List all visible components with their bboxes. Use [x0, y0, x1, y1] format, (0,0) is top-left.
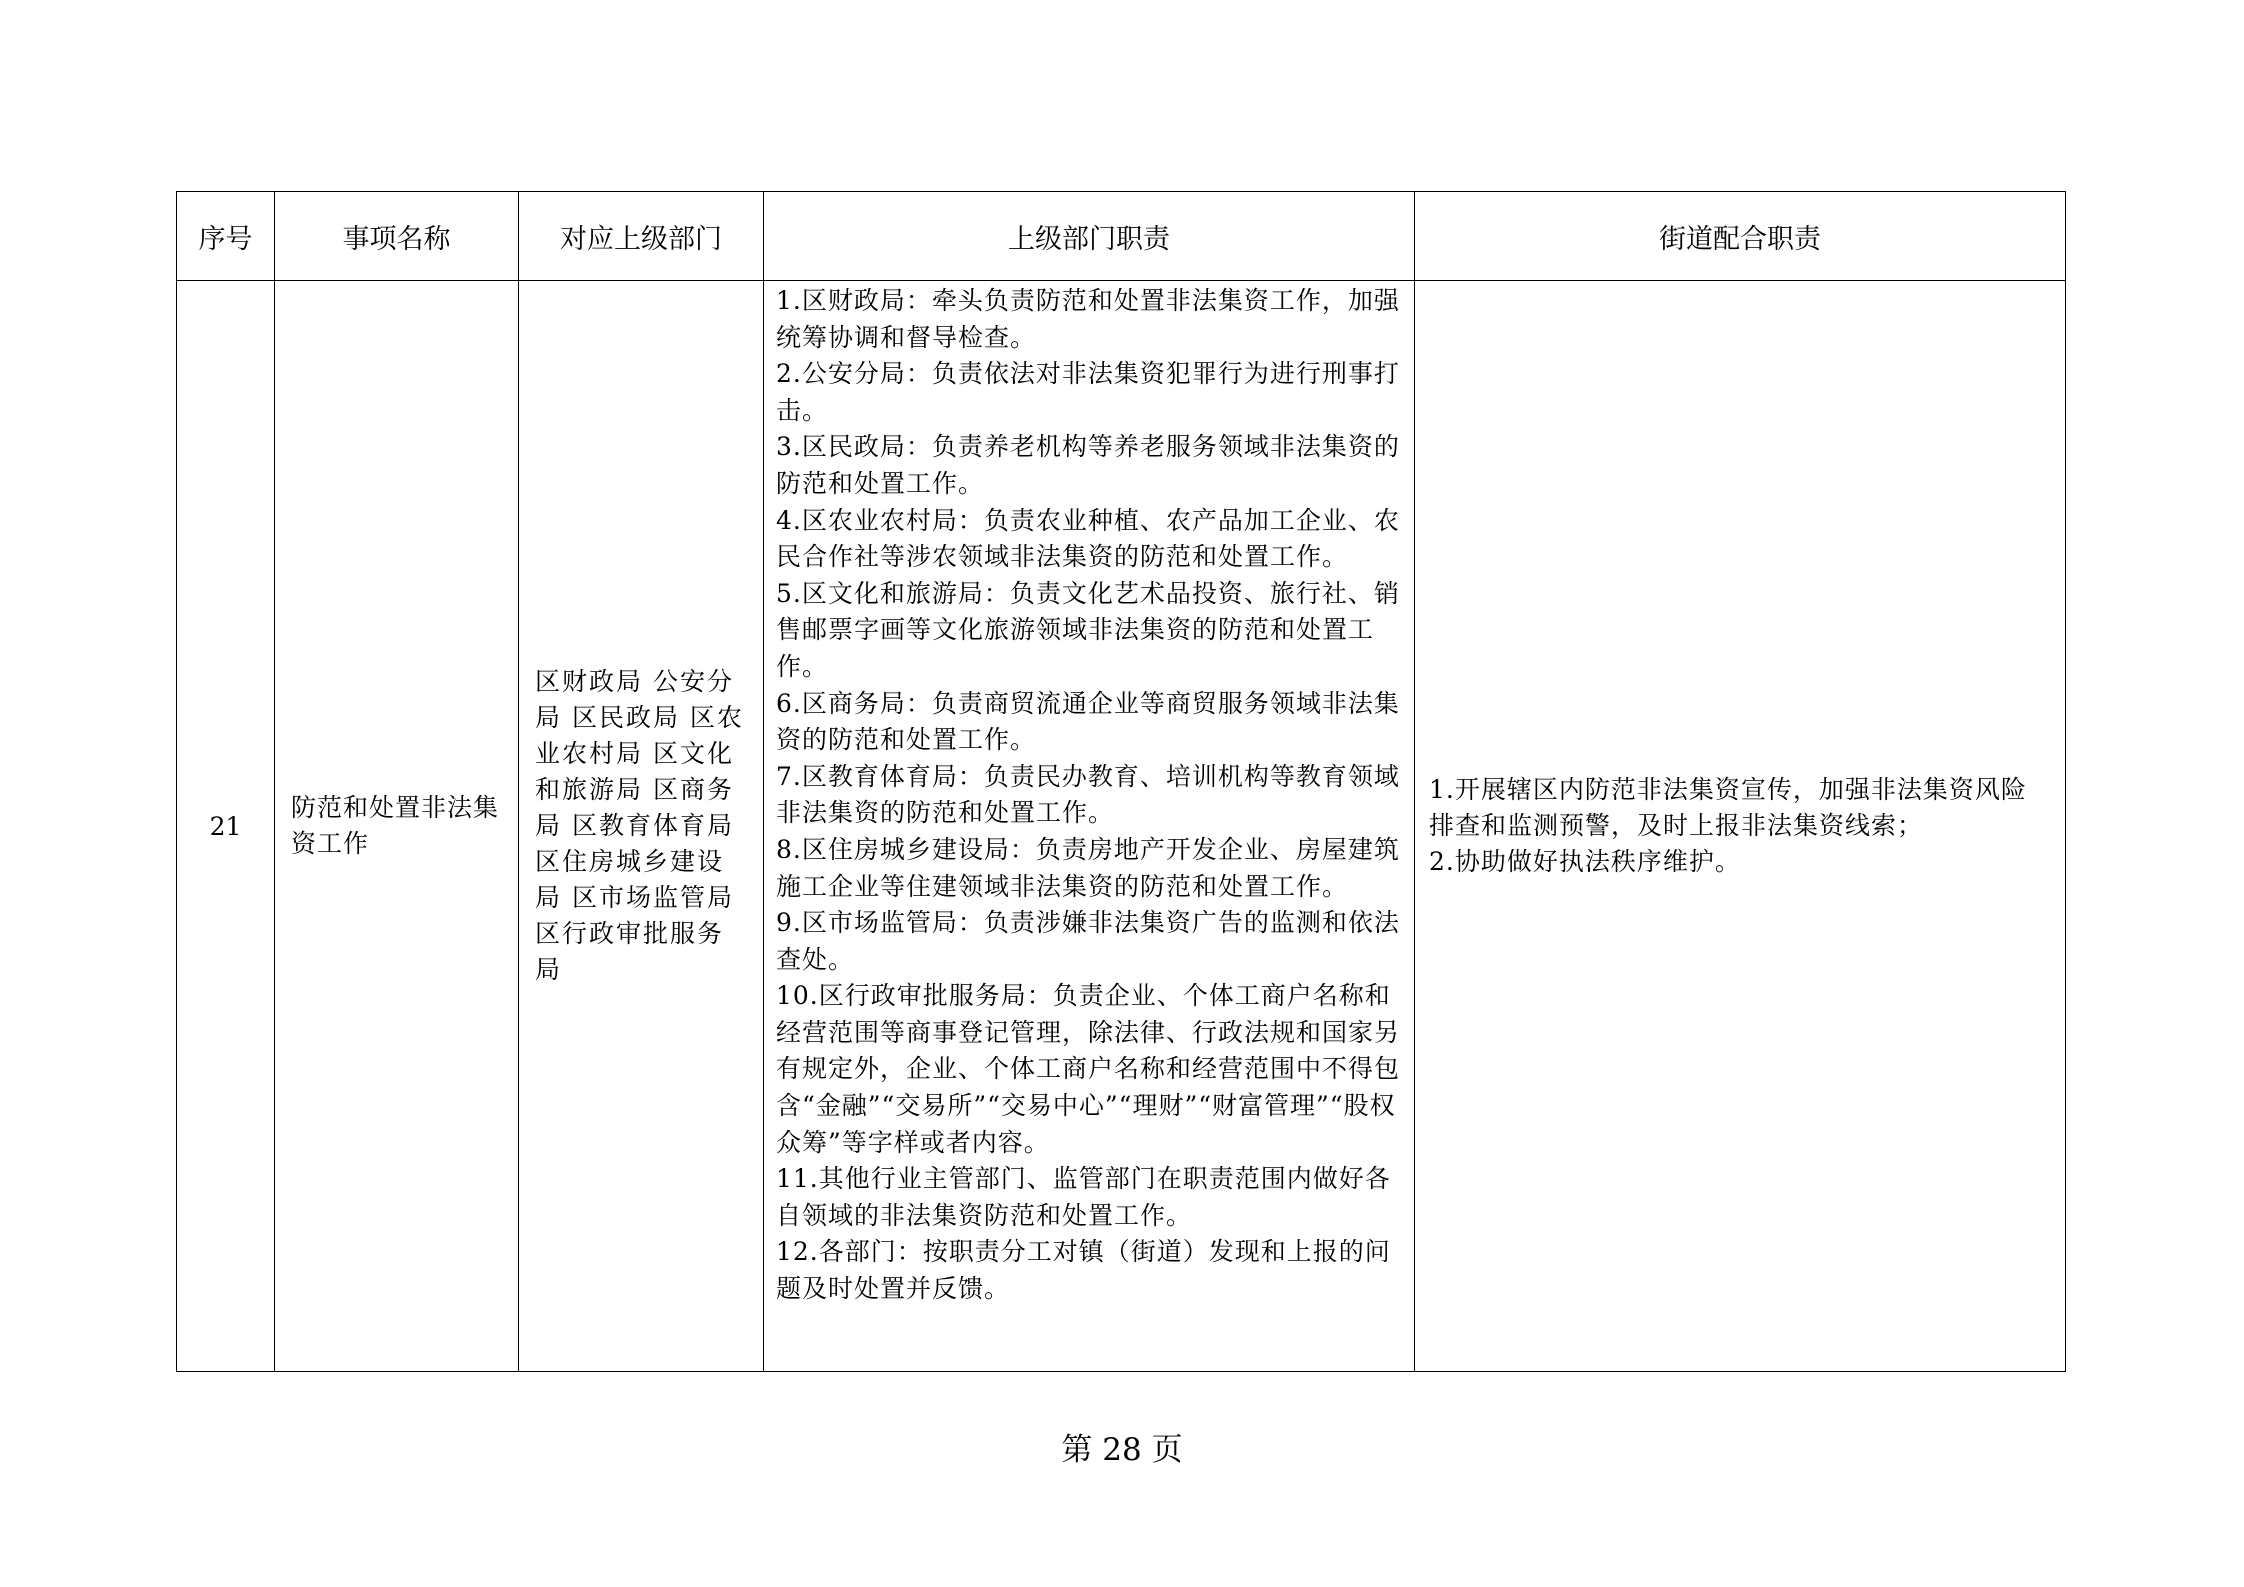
page-number: 第 28 页: [1061, 1432, 1183, 1468]
duty-item: 10.区行政审批服务局：负责企业、个体工商户名称和经营范围等商事登记管理，除法律、行政法规和国家另有规定外，企业、个体工商户名称和经营范围中不得包含“金融”“交易所”“交易中心”“理财”“财富管理”“股权众筹”等字样或者内容。: [776, 981, 1401, 1157]
duty-item: 8.区住房城乡建设局：负责房地产开发企业、房屋建筑施工企业等住建领域非法集资的防范和处置工作。: [776, 834, 1400, 901]
duty-item: 3.区民政局：负责养老机构等养老服务领域非法集资的防范和处置工作。: [776, 432, 1400, 498]
header-department-duties: 上级部门职责: [764, 192, 1415, 281]
header-street-duties: 街道配合职责: [1415, 192, 2066, 281]
duty-item: 9.区市场监管局：负责涉嫌非法集资广告的监测和依法查处。: [776, 908, 1400, 974]
duty-item: 7.区教育体育局：负责民办教育、培训机构等教育领域非法集资的防范和处置工作。: [776, 761, 1400, 828]
header-item-name: 事项名称: [275, 192, 519, 281]
duty-item: 12.各部门：按职责分工对镇（街道）发现和上报的问题及时处置并反馈。: [776, 1237, 1391, 1304]
duty-table: [176, 191, 2066, 1372]
row-departments: 区财政局 公安分局 区民政局 区农业农村局 区文化和旅游局 区商务局 区教育体育局 区住房城乡建设局 区市场监管局 区行政审批服务局: [519, 281, 764, 1372]
row-item-name: 防范和处置非法集资工作: [275, 281, 519, 1372]
duty-item: 4.区农业农村局：负责农业种植、农产品加工企业、农民合作社等涉农领域非法集资的防范和处置工作。: [776, 505, 1400, 572]
duty-item: 11.其他行业主管部门、监管部门在职责范围内做好各自领域的非法集资防范和处置工作。: [776, 1164, 1391, 1230]
street-duty-item: 1.开展辖区内防范非法集资宣传，加强非法集资风险排查和监测预警，及时上报非法集资线索；: [1429, 775, 2027, 840]
table-header-row: [177, 192, 2066, 281]
row-street-duties: [1415, 281, 2066, 1372]
duty-item: 6.区商务局：负责商贸流通企业等商贸服务领域非法集资的防范和处置工作。: [776, 688, 1400, 755]
duty-item: 2.公安分局：负责依法对非法集资犯罪行为进行刑事打击。: [776, 359, 1400, 425]
duty-item: 1.区财政局：牵头负责防范和处置非法集资工作，加强统筹协调和督导检查。: [776, 286, 1400, 352]
row-index: 21: [177, 281, 275, 1372]
table-row: [177, 281, 2066, 1372]
street-duty-item: 2.协助做好执法秩序维护。: [1429, 847, 1741, 876]
header-department: 对应上级部门: [519, 192, 764, 281]
duty-list: [776, 281, 1402, 1308]
header-index: 序号: [177, 192, 275, 281]
row-department-duties: [764, 281, 1415, 1372]
duty-item: 5.区文化和旅游局：负责文化艺术品投资、旅行社、销售邮票字画等文化旅游领域非法集资的防范和处置工作。: [776, 578, 1400, 681]
